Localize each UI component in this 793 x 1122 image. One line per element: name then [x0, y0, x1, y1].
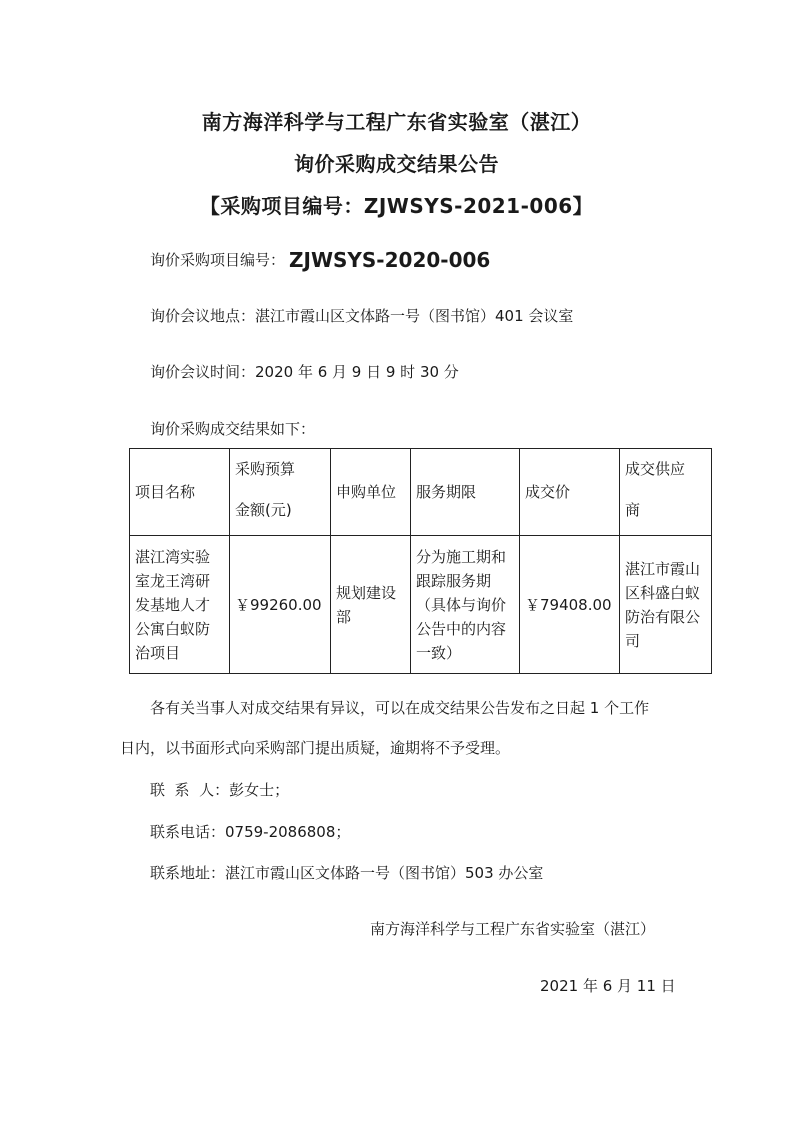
- header-price: 成交价: [520, 449, 620, 536]
- header-budget: [230, 449, 331, 536]
- cell-period: 分为施工期和跟踪服务期（具体与询价公告中的内容一致）: [411, 536, 520, 674]
- project-code-value: ZJWSYS-2020-006: [289, 248, 491, 272]
- table-header-row: [130, 449, 712, 536]
- header-supplier-line2: 商: [625, 501, 641, 519]
- title-line-1: 南方海洋科学与工程广东省实验室（湛江）: [201, 110, 592, 134]
- notice-line-2: 日内，以书面形式向采购部门提出质疑，逾期将不予受理。: [120, 739, 511, 757]
- footer-date: 2021 年 6 月 11 日: [540, 977, 676, 995]
- header-budget-line1: 采购预算: [235, 460, 296, 478]
- project-code-label: 询价采购项目编号：: [150, 251, 286, 269]
- header-project-name: 项目名称: [130, 449, 230, 536]
- cell-price: ￥79408.00: [520, 536, 620, 674]
- header-supplier-line1: 成交供应: [625, 460, 686, 478]
- result-table: [129, 448, 712, 674]
- footer-org: 南方海洋科学与工程广东省实验室（湛江）: [370, 920, 656, 938]
- title-line-2: 询价采购成交结果公告: [294, 152, 499, 176]
- title-line-3: 【采购项目编号：ZJWSYS-2021-006】: [199, 194, 594, 218]
- notice-line-1: 各有关当事人对成交结果有异议，可以在成交结果公告发布之日起 1 个工作: [150, 699, 650, 717]
- header-unit: 申购单位: [331, 449, 411, 536]
- cell-supplier: 湛江市霞山区科盛白蚁防治有限公司: [620, 536, 712, 674]
- cell-project-name: 湛江湾实验室龙王湾研发基地人才公寓白蚁防治项目: [130, 536, 230, 674]
- header-supplier: [620, 449, 712, 536]
- contact-address: 联系地址：湛江市霞山区文体路一号（图书馆）503 办公室: [150, 864, 544, 882]
- meeting-place: 询价会议地点：湛江市霞山区文体路一号（图书馆）401 会议室: [150, 307, 574, 325]
- contact-phone: 联系电话：0759-2086808；: [150, 823, 351, 841]
- cell-budget: ￥99260.00: [230, 536, 331, 674]
- result-intro: 询价采购成交结果如下：: [150, 420, 316, 438]
- contact-person: 联 系 人：彭女士；: [150, 781, 290, 799]
- header-budget-line2: 金额(元): [235, 501, 292, 519]
- cell-unit: 规划建设部: [331, 536, 411, 674]
- project-code-line: [150, 248, 490, 272]
- meeting-time: 询价会议时间：2020 年 6 月 9 日 9 时 30 分: [150, 363, 459, 381]
- table-row: [130, 536, 712, 674]
- header-period: 服务期限: [411, 449, 520, 536]
